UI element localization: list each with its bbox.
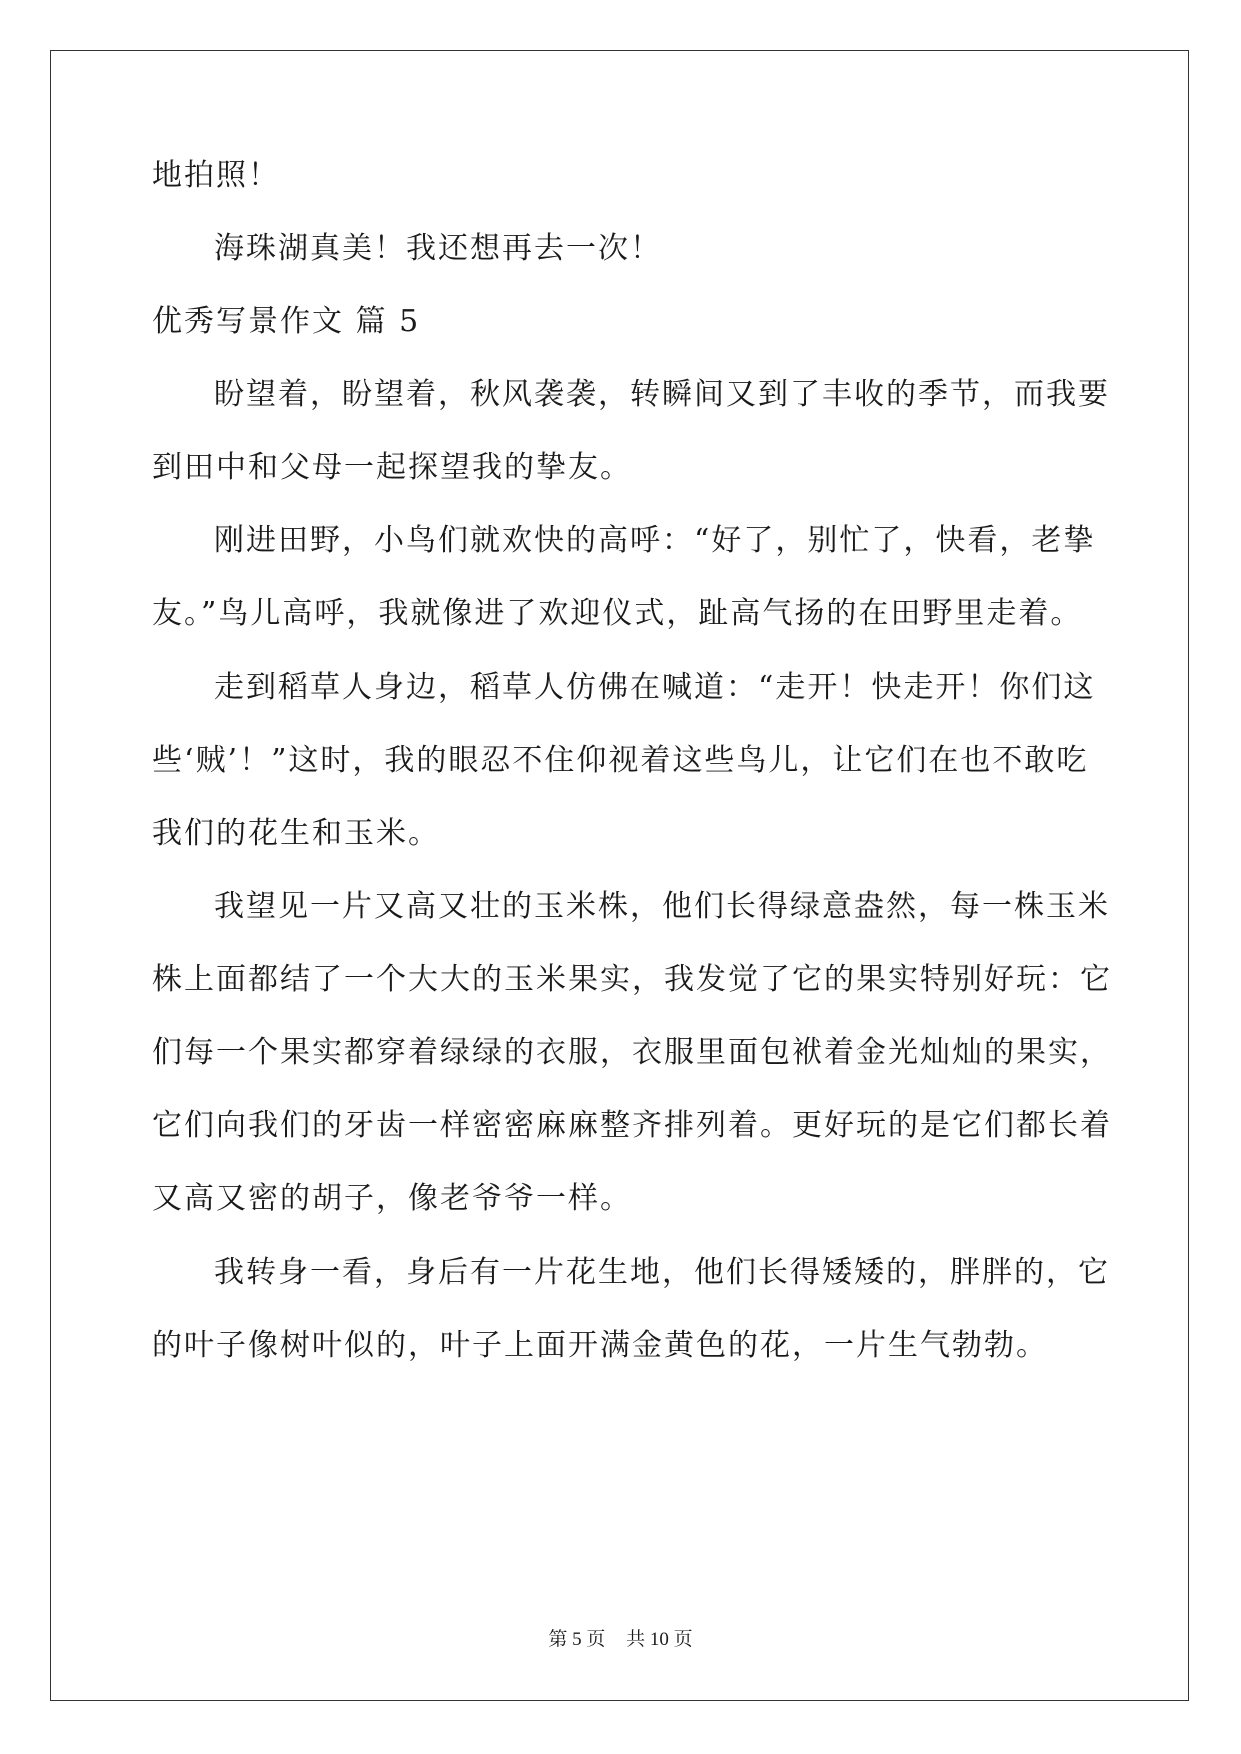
text-line: 到田中和父母一起探望我的挚友。 xyxy=(152,450,632,485)
page-number: 第 5 页 xyxy=(548,1629,606,1650)
text-line: 地拍照！ xyxy=(152,158,280,193)
page-frame xyxy=(50,50,1189,1701)
text-line: 我望见一片又高又壮的玉米株，他们长得绿意盎然，每一株玉米 xyxy=(214,889,1110,924)
text-line: 走到稻草人身边，稻草人仿佛在喊道：“走开！快走开！你们这 xyxy=(214,670,1096,705)
page-total: 共 10 页 xyxy=(626,1629,693,1650)
text-line: 些‘贼’！”这时，我的眼忍不住仰视着这些鸟儿，让它们在也不敢吃 xyxy=(152,743,1089,778)
text-line: 刚进田野，小鸟们就欢快的高呼：“好了，别忙了，快看，老挚 xyxy=(214,523,1096,558)
text-line: 海珠湖真美！我还想再去一次！ xyxy=(214,231,662,266)
text-line: 我转身一看，身后有一片花生地，他们长得矮矮的，胖胖的，它 xyxy=(214,1255,1110,1290)
text-line: 盼望着，盼望着，秋风袭袭，转瞬间又到了丰收的季节，而我要 xyxy=(214,377,1110,412)
text-line: 又高又密的胡子，像老爷爷一样。 xyxy=(152,1181,632,1216)
page-footer xyxy=(0,1624,1241,1651)
text-line: 友。”鸟儿高呼，我就像进了欢迎仪式，趾高气扬的在田野里走着。 xyxy=(152,596,1083,631)
text-line: 我们的花生和玉米。 xyxy=(152,816,440,851)
section-heading: 优秀写景作文 篇 5 xyxy=(152,304,421,339)
text-line: 株上面都结了一个大大的玉米果实，我发觉了它的果实特别好玩：它 xyxy=(152,962,1112,997)
text-line: 的叶子像树叶似的，叶子上面开满金黄色的花，一片生气勃勃。 xyxy=(152,1328,1048,1363)
text-line: 它们向我们的牙齿一样密密麻麻整齐排列着。更好玩的是它们都长着 xyxy=(152,1108,1112,1143)
text-line: 们每一个果实都穿着绿绿的衣服，衣服里面包袱着金光灿灿的果实， xyxy=(152,1035,1112,1070)
